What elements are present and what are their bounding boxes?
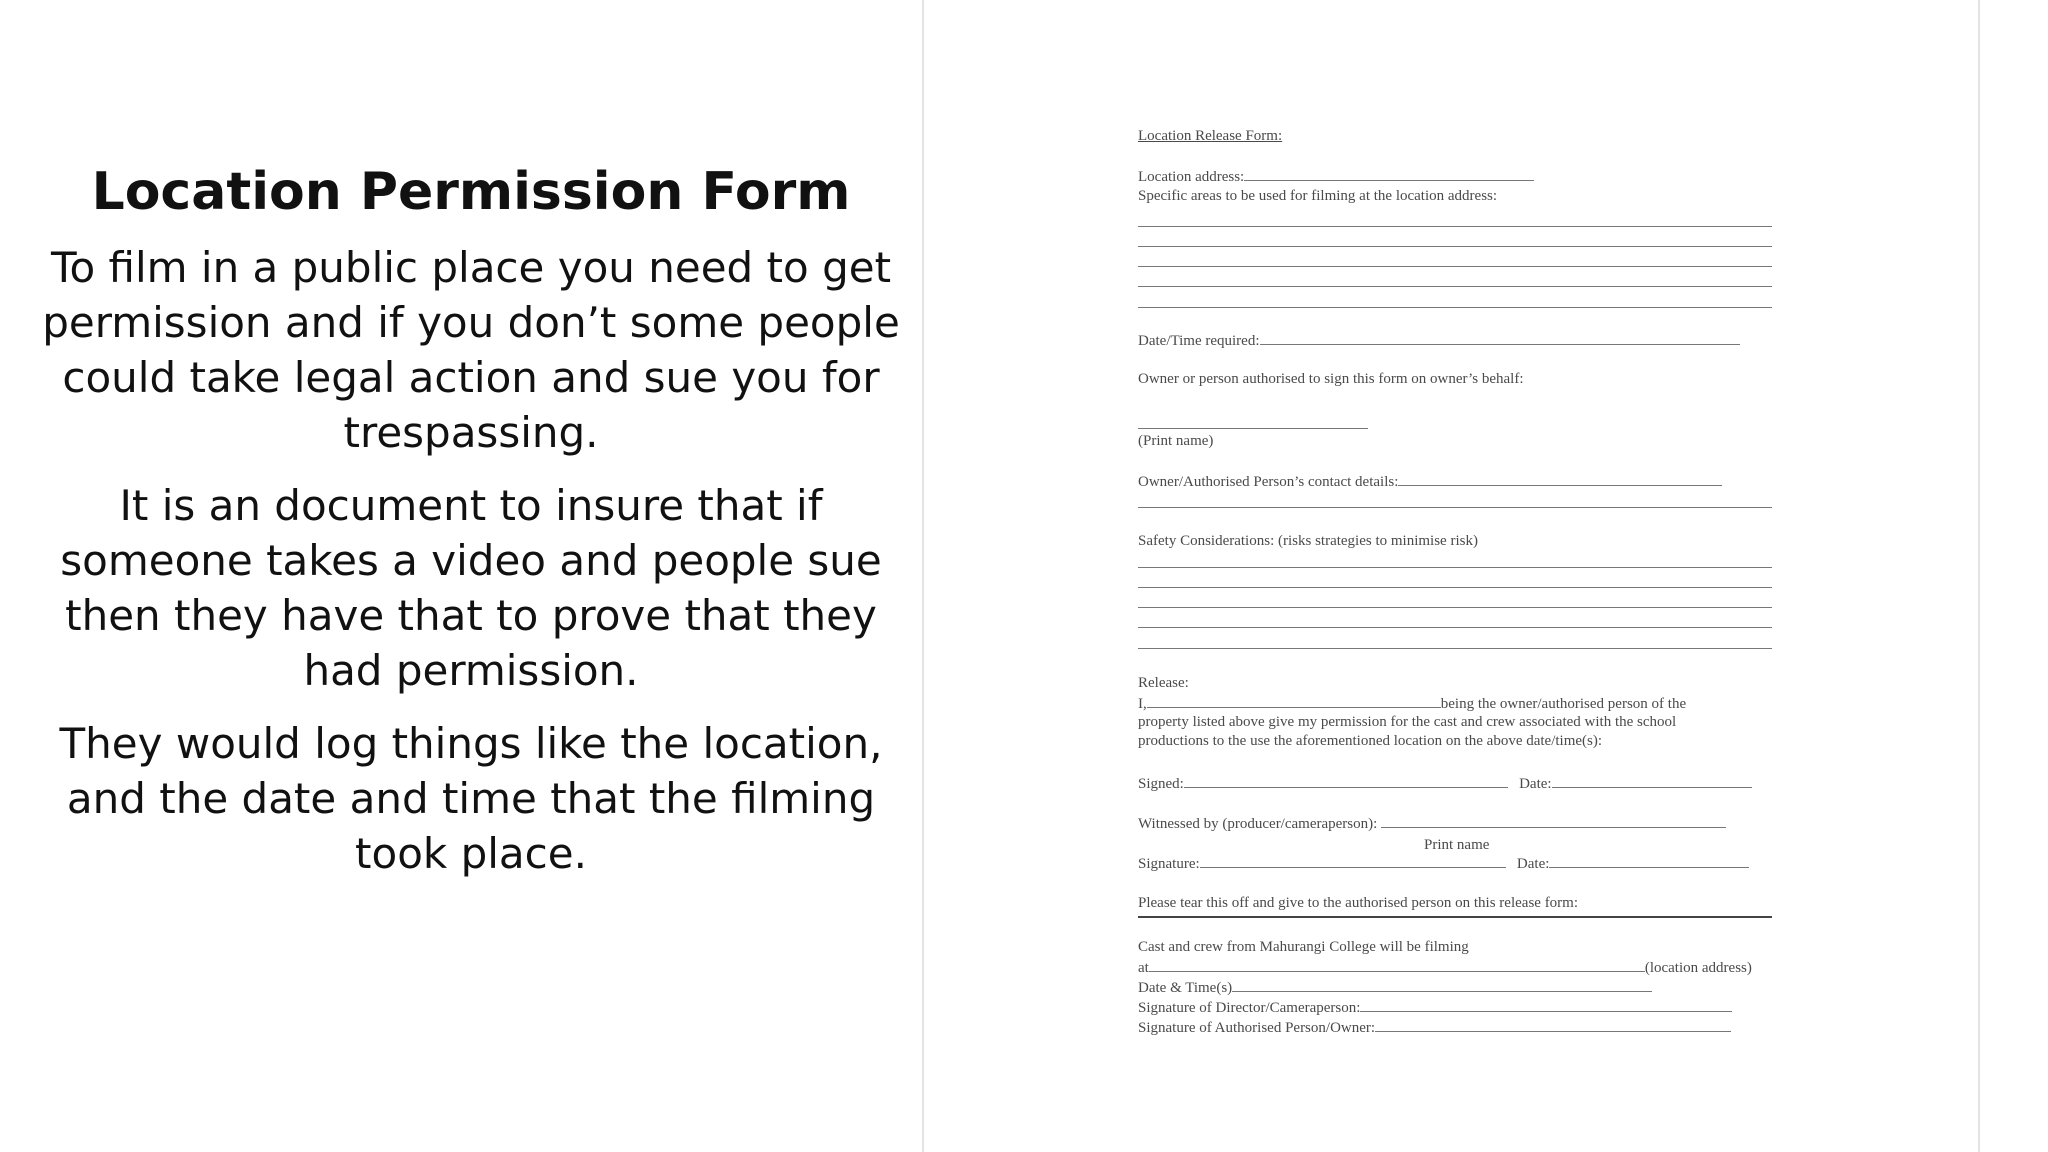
location-address-label: Location address: xyxy=(1138,169,1245,185)
safety-label: Safety Considerations: (risks strategies to minimise risk) xyxy=(1138,533,1478,549)
blank-line xyxy=(1138,648,1772,649)
blank-line xyxy=(1138,307,1772,308)
witnessed-label: Witnessed by (producer/cameraperson): xyxy=(1138,816,1378,832)
blank-line xyxy=(1138,507,1772,508)
signature-blank xyxy=(1200,854,1506,868)
witnessed-blank xyxy=(1381,814,1726,828)
contact-details-line xyxy=(1138,472,1722,491)
release-line-2: property listed above give my permission for the cast and crew associated with the school xyxy=(1138,714,1677,730)
date-label-1: Date: xyxy=(1519,776,1552,792)
tear-off-label: Please tear this off and give to the authorised person on this release form: xyxy=(1138,895,1579,911)
sig-authorised-line xyxy=(1138,1018,1731,1037)
witnessed-line xyxy=(1138,814,1726,833)
at-blank xyxy=(1149,958,1645,972)
signed-label: Signed: xyxy=(1138,776,1184,792)
specific-areas-label: Specific areas to be used for filming at the location address: xyxy=(1138,188,1498,204)
location-release-form xyxy=(1138,0,1778,1152)
form-heading: Location Release Form: xyxy=(1138,128,1283,144)
slide-text-panel xyxy=(30,160,912,899)
at-label: at xyxy=(1138,960,1149,976)
sig-director-blank xyxy=(1360,998,1732,1012)
release-line-1 xyxy=(1138,694,1686,713)
print-name-caption: (Print name) xyxy=(1138,433,1214,449)
sig-director-label: Signature of Director/Cameraperson: xyxy=(1138,1000,1361,1016)
print-name-label: Print name xyxy=(1424,837,1490,853)
signed-blank xyxy=(1184,774,1508,788)
date-times-blank xyxy=(1232,978,1652,992)
date-time-required-line xyxy=(1138,331,1740,350)
date-time-required-label: Date/Time required: xyxy=(1138,333,1260,349)
blank-line xyxy=(1138,607,1772,608)
blank-line xyxy=(1138,627,1772,628)
tear-off-divider xyxy=(1138,916,1772,918)
date-time-blank xyxy=(1260,331,1740,345)
blank-line xyxy=(1138,567,1772,568)
location-address-line xyxy=(1138,167,1534,186)
owner-sign-label: Owner or person authorised to sign this form on owner’s behalf: xyxy=(1138,371,1524,387)
date-blank-1 xyxy=(1552,774,1752,788)
location-address-blank xyxy=(1244,167,1534,181)
slide-title: Location Permission Form xyxy=(91,162,851,222)
blank-line xyxy=(1138,246,1772,247)
signature-line xyxy=(1138,854,1749,873)
paragraph-permission: To film in a public place you need to get permission and if you don’t some people could take legal action and sue you for trespassing. xyxy=(42,243,900,457)
sig-authorised-label: Signature of Authorised Person/Owner: xyxy=(1138,1020,1376,1036)
release-name-blank xyxy=(1147,694,1441,708)
date-blank-2 xyxy=(1549,854,1749,868)
paragraph-document-purpose: It is an document to insure that if someone takes a video and people sue then they have that to prove that they had permission. xyxy=(60,481,882,695)
blank-line xyxy=(1138,587,1772,588)
blank-line xyxy=(1138,226,1772,227)
blank-line xyxy=(1138,266,1772,267)
at-line xyxy=(1138,958,1752,977)
signed-line xyxy=(1138,774,1752,793)
location-address-caption: (location address) xyxy=(1644,960,1752,976)
release-line-1-end: being the owner/authorised person of the xyxy=(1440,696,1687,712)
release-i: I, xyxy=(1138,696,1147,712)
sig-director-line xyxy=(1138,998,1732,1017)
date-times-line xyxy=(1138,978,1652,997)
paragraph-logged-details: They would log things like the location, and the date and time that the filming took place. xyxy=(59,719,883,878)
date-times-label: Date & Time(s) xyxy=(1138,980,1233,996)
blank-line xyxy=(1138,286,1772,287)
contact-details-blank xyxy=(1398,472,1722,486)
contact-details-label: Owner/Authorised Person’s contact details: xyxy=(1138,474,1399,490)
print-name-blank xyxy=(1138,428,1368,429)
release-line-3: productions to the use the aforementioned location on the above date/time(s): xyxy=(1138,733,1603,749)
cast-crew-label: Cast and crew from Mahurangi College will be filming xyxy=(1138,939,1469,955)
date-label-2: Date: xyxy=(1516,856,1550,872)
signature-label: Signature: xyxy=(1138,856,1200,872)
sig-authorised-blank xyxy=(1375,1018,1731,1032)
release-label: Release: xyxy=(1138,675,1189,691)
